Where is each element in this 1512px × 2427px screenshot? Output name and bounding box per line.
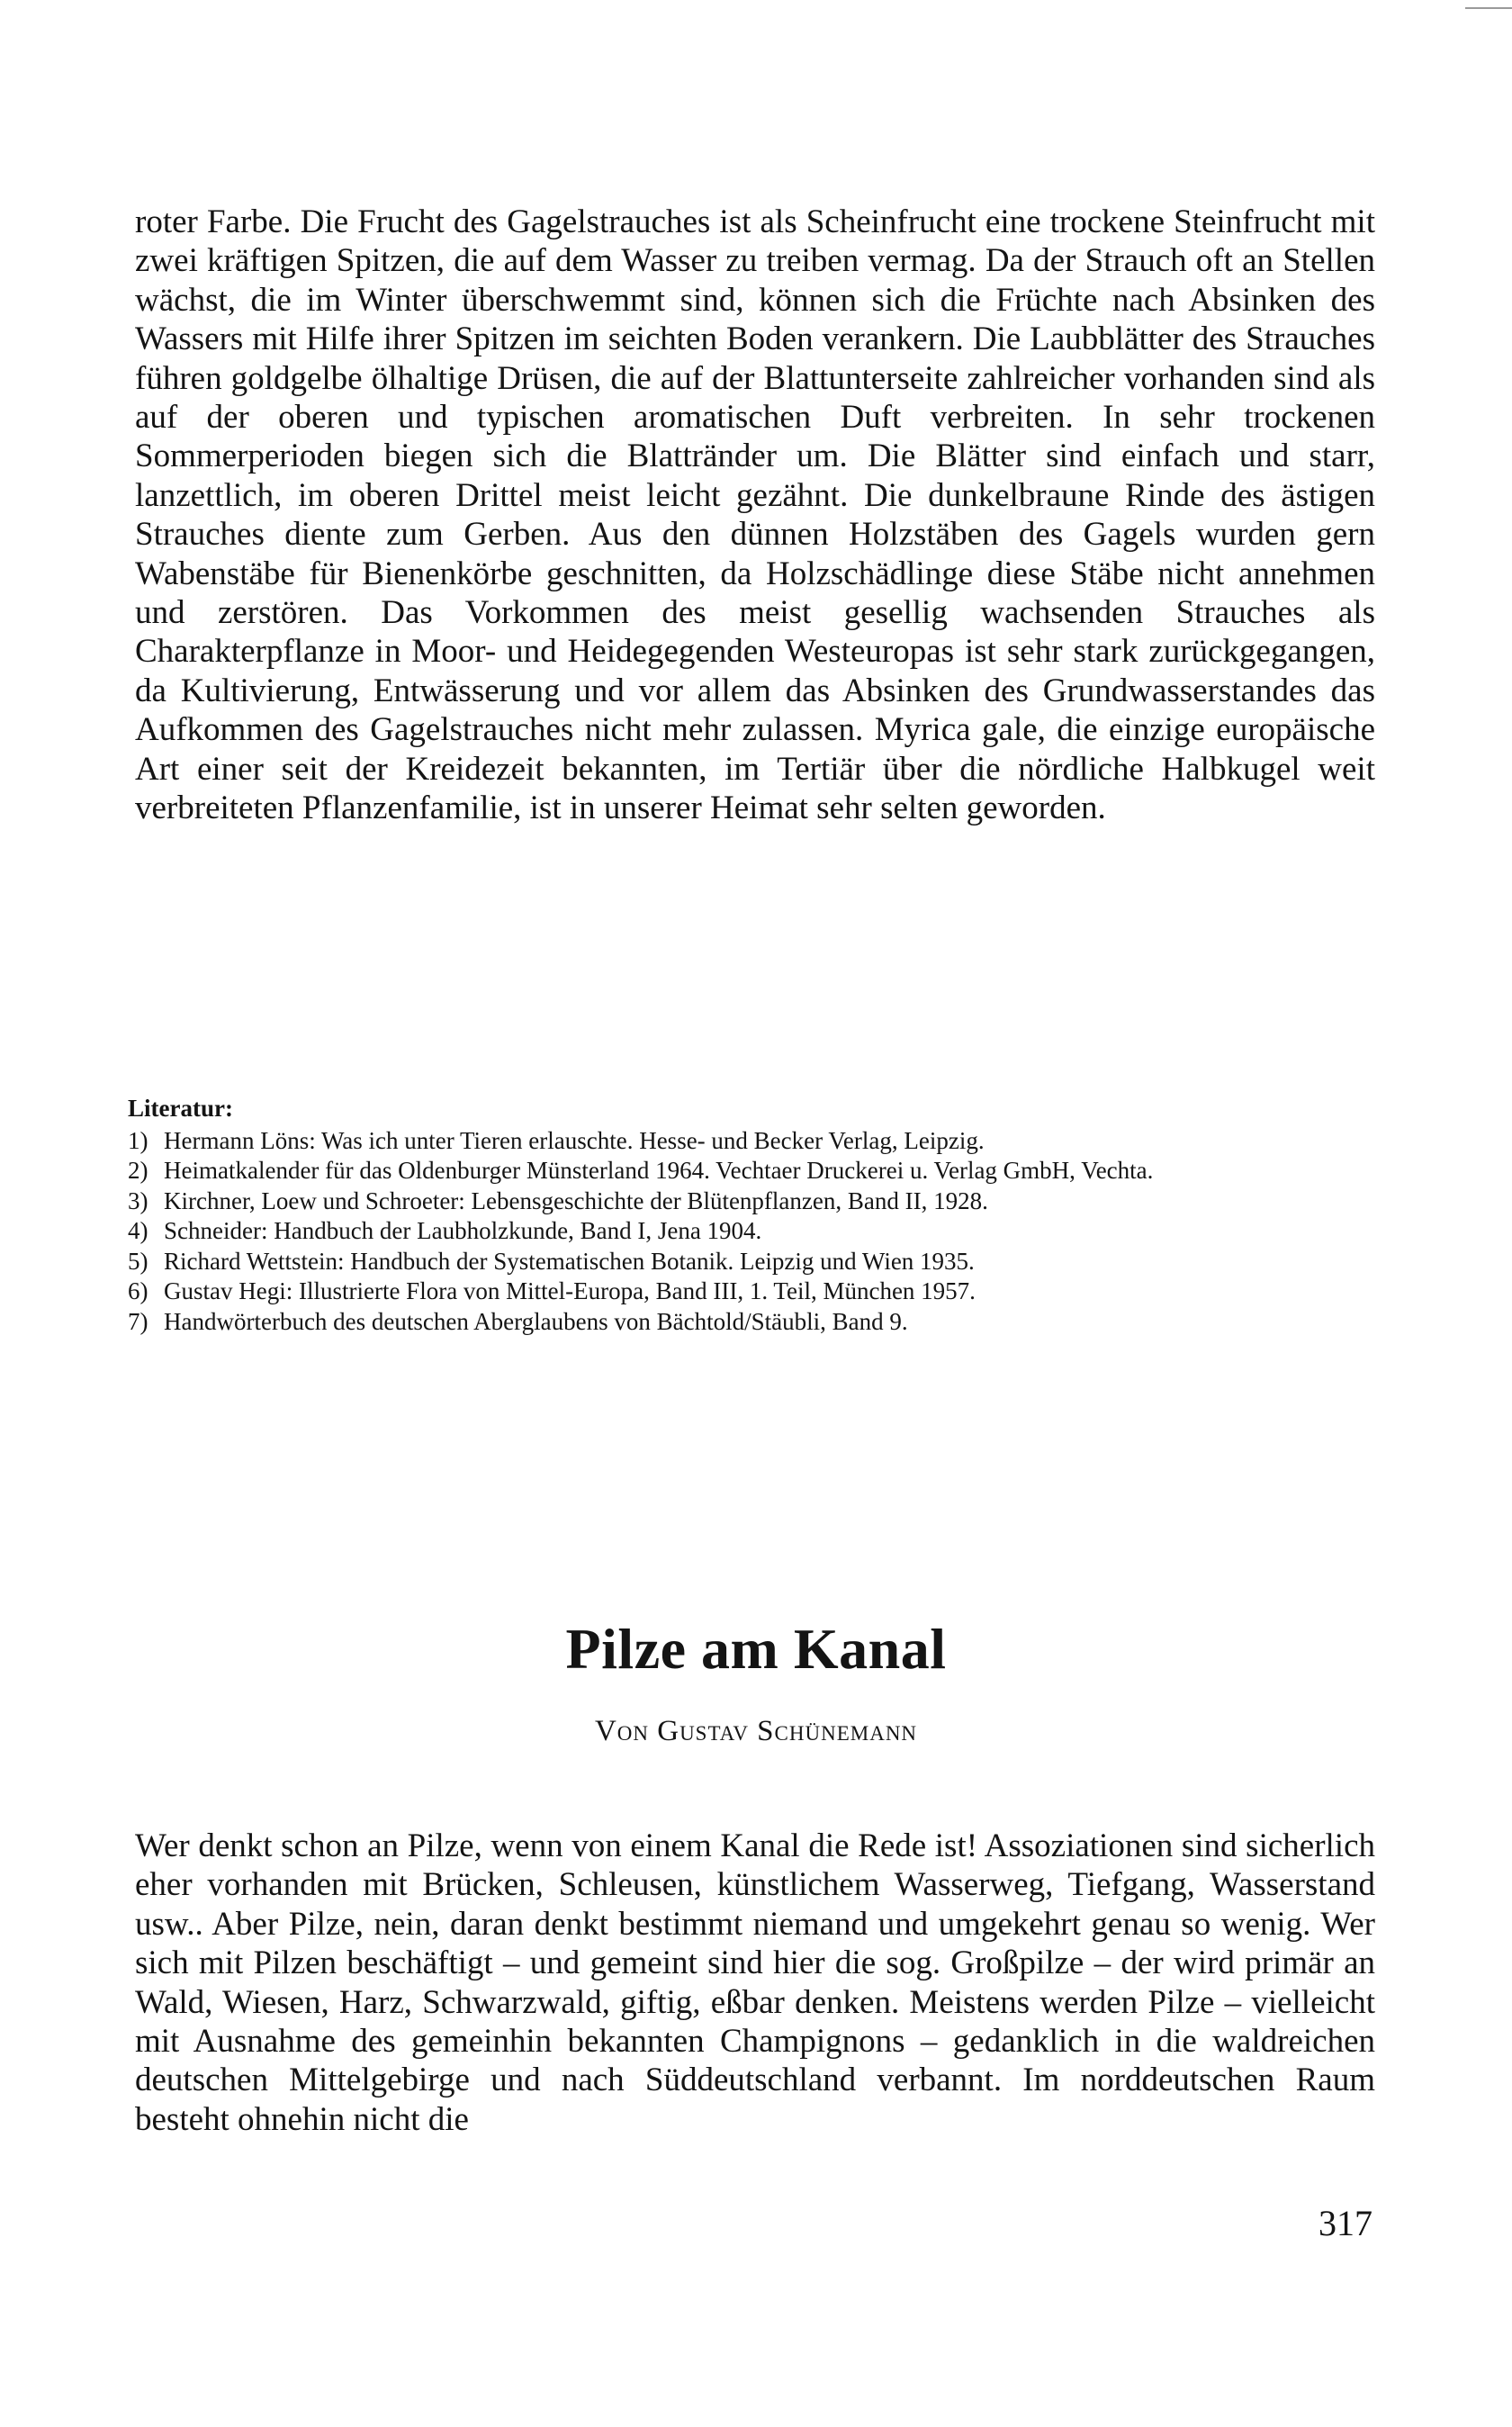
continued-paragraph: roter Farbe. Die Frucht des Gagelstrauches ist als Scheinfrucht eine trockene Steinfrucht mit zwei kräftigen Spitzen, die auf dem Wasser zu treiben vermag. Da der Strauch oft an Stellen wächst, die im Winter überschwemmt sind, können sich die Früchte nach Absinken des Wassers mit Hilfe ihrer Spitzen im seichten Boden verankern. Die Laubblätter des Strauches führen goldgelbe ölhaltige Drüsen, die auf der Blattunterseite zahlreicher vorhanden sind als auf der oberen und typischen aromatischen Duft verbreiten. In sehr trockenen Sommerperioden biegen sich die Blattränder um. Die Blätter sind einfach und starr, lanzettlich, im oberen Drittel meist leicht gezähnt. Die dunkelbraune Rinde des ästigen Strauches diente zum Gerben. Aus den dünnen Holzstäben des Gagels wurden gern Wabenstäbe für Bienenkörbe geschnitten, da Holzschädlinge diese Stäbe nicht annehmen und zerstören. Das Vorkommen des meist gesellig wachsenden Strauches als Charakterpflanze in Moor- und Heidegegenden Westeuropas ist sehr stark zurückgegangen, da Kultivierung, Entwässerung und vor allem das Absinken des Grundwasserstandes das Aufkommen des Gagelstrauches nicht mehr zulassen. Myrica gale, die einzige europäische Art einer seit der Kreidezeit bekannten, im Tertiär über die nördliche Halbkugel weit verbreiteten Pflanzenfamilie, ist in unserer Heimat sehr selten geworden.: [135, 203, 1375, 827]
article-opening-paragraph: Wer denkt schon an Pilze, wenn von einem Kanal die Rede ist! Assoziationen sind sicherlich eher vorhanden mit Brücken, Schleusen, künstlichem Wasserweg, Tiefgang, Wasserstand usw.. Aber Pilze, nein, daran denkt bestimmt niemand und umgekehrt genau so wenig. Wer sich mit Pilzen beschäftigt – und gemeint sind hier die sog. Großpilze – der wird primär an Wald, Wiesen, Harz, Schwarzwald, giftig, eßbar denken. Meistens werden Pilze – vielleicht mit Ausnahme des gemeinhin bekannten Champignons – gedanklich in die waldreichen deutschen Mittelgebirge und nach Süddeutschland verbannt. Im norddeutschen Raum besteht ohnehin nicht die: [135, 1827, 1375, 2138]
literature-item-text: Hermann Löns: Was ich unter Tieren erlauschte. Hesse- und Becker Verlag, Leipzig.: [164, 1126, 985, 1154]
literature-item: [128, 1156, 1325, 1186]
literature-item-text: Kirchner, Loew und Schroeter: Lebensgeschichte der Blütenpflanzen, Band II, 1928.: [164, 1186, 988, 1214]
literature-section: [128, 1094, 1325, 1337]
literature-item-text: Gustav Hegi: Illustrierte Flora von Mittel-Europa, Band III, 1. Teil, München 1957.: [164, 1277, 976, 1304]
page-number: 317: [1318, 2203, 1372, 2243]
literature-item-number: 4): [128, 1217, 148, 1244]
literature-item: [128, 1216, 1325, 1247]
literature-item-text: Heimatkalender für das Oldenburger Münsterland 1964. Vechtaer Druckerei u. Verlag GmbH, Vechta.: [164, 1157, 1154, 1184]
literature-item-text: Richard Wettstein: Handbuch der Systematischen Botanik. Leipzig und Wien 1935.: [164, 1247, 975, 1275]
literature-item-number: 3): [128, 1186, 148, 1214]
literature-item-number: 5): [128, 1247, 148, 1275]
literature-item-number: 6): [128, 1277, 148, 1304]
literature-item-text: Handwörterbuch des deutschen Aberglaubens von Bächtold/Stäubli, Band 9.: [164, 1307, 908, 1335]
literature-item: [128, 1126, 1325, 1157]
article-author: Von Gustav Schünemann: [594, 1715, 918, 1747]
literature-item: [128, 1277, 1325, 1307]
literature-heading: Literatur:: [128, 1095, 233, 1122]
literature-item-number: 7): [128, 1307, 148, 1335]
literature-item: [128, 1247, 1325, 1277]
corner-mark: [1465, 7, 1512, 9]
literature-item: [128, 1186, 1325, 1217]
literature-list: [128, 1126, 1325, 1338]
literature-item: [128, 1307, 1325, 1338]
literature-item-number: 1): [128, 1126, 148, 1154]
literature-item-text: Schneider: Handbuch der Laubholzkunde, Band I, Jena 1904.: [164, 1217, 762, 1244]
literature-item-number: 2): [128, 1157, 148, 1184]
article-title: Pilze am Kanal: [565, 1617, 947, 1681]
